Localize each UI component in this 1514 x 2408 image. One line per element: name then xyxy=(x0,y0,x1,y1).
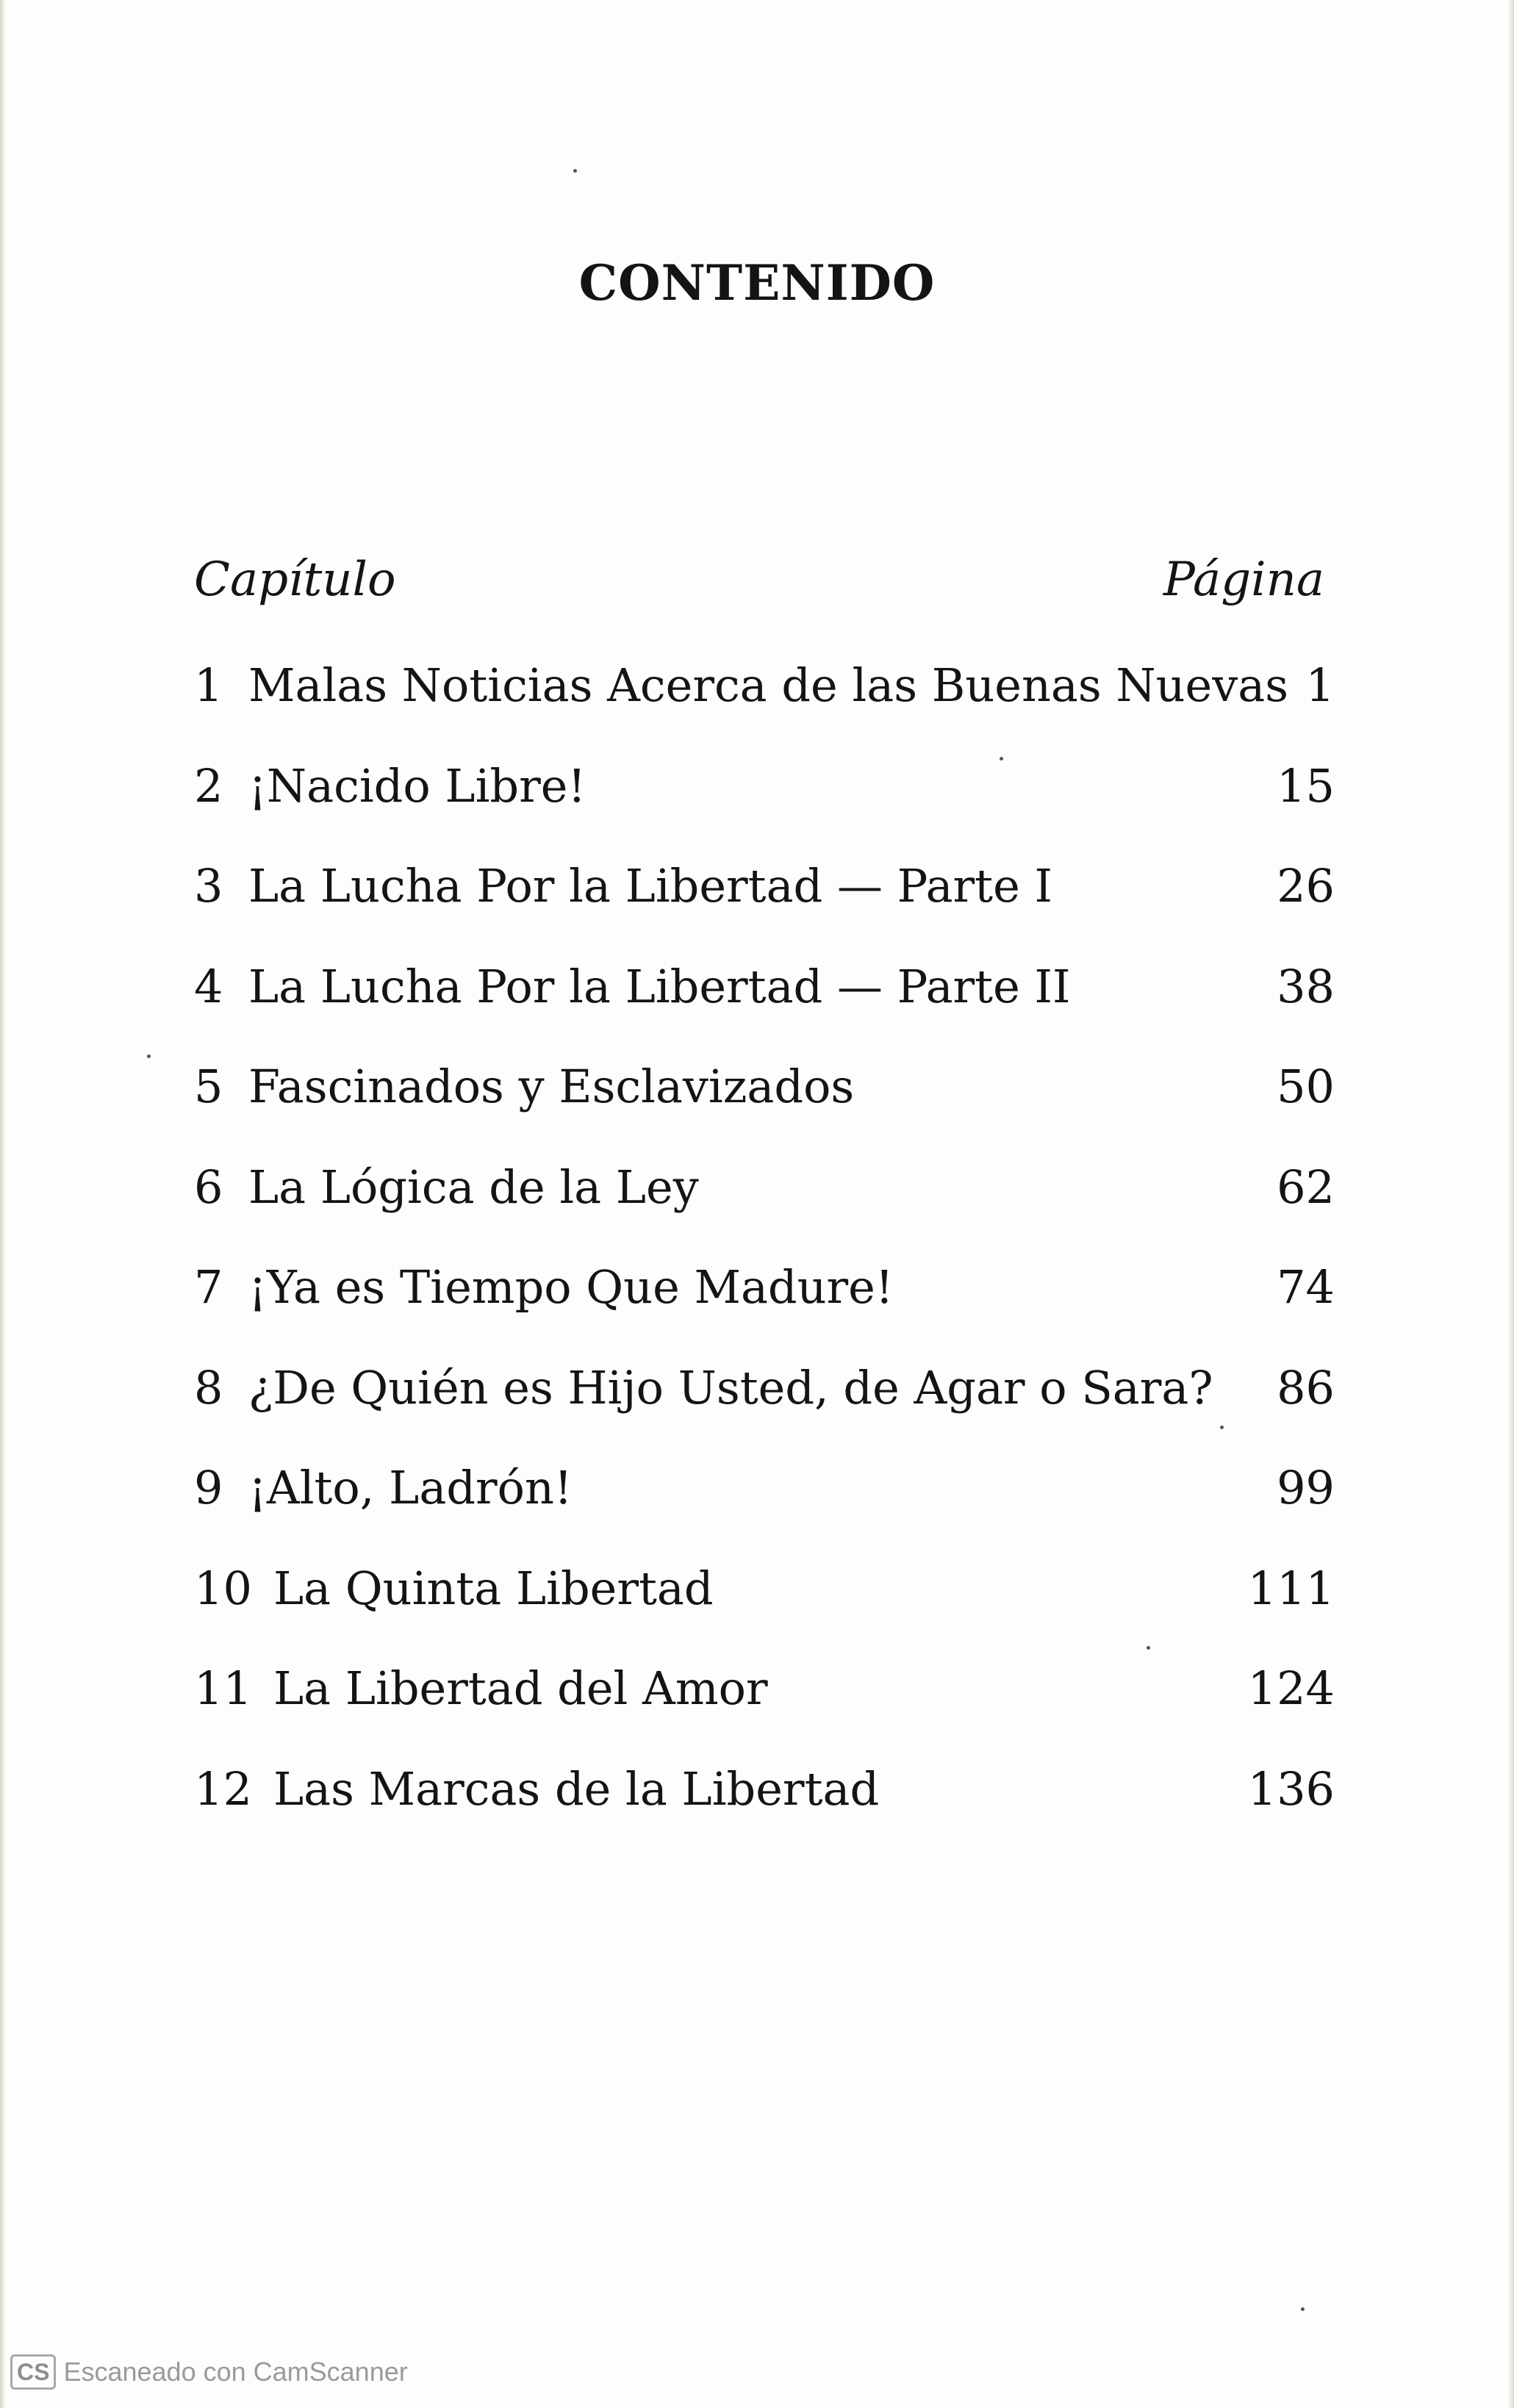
chapter-number: 11 xyxy=(194,1661,252,1715)
toc-entry-6 xyxy=(194,1160,1335,1261)
page-column-header: Página xyxy=(1163,553,1324,607)
chapter-page: 86 xyxy=(1277,1360,1335,1415)
chapter-page: 74 xyxy=(1277,1260,1335,1314)
chapter-title: ¿De Quién es Hijo Usted, de Agar o Sara? xyxy=(248,1360,1213,1415)
scanner-watermark xyxy=(10,2354,408,2390)
chapter-title: La Quinta Libertad xyxy=(273,1561,714,1615)
chapter-number: 7 xyxy=(194,1260,223,1314)
toc-entry-1 xyxy=(194,658,1335,759)
chapter-title: La Libertad del Amor xyxy=(273,1661,768,1715)
chapter-number: 10 xyxy=(194,1561,252,1615)
scan-speck xyxy=(1147,1646,1150,1650)
chapter-title: La Lógica de la Ley xyxy=(248,1160,699,1214)
page-title: CONTENIDO xyxy=(578,254,936,312)
chapter-page: 99 xyxy=(1277,1461,1335,1514)
scan-speck xyxy=(147,1054,151,1058)
chapter-page: 136 xyxy=(1247,1761,1335,1816)
chapter-page: 1 xyxy=(1305,658,1335,712)
watermark-text: Escaneado con CamScanner xyxy=(63,2357,408,2387)
chapter-title: Las Marcas de la Libertad xyxy=(273,1761,880,1816)
chapter-page: 124 xyxy=(1247,1661,1335,1715)
toc-entry-8 xyxy=(194,1361,1335,1462)
chapter-title: ¡Alto, Ladrón! xyxy=(248,1461,573,1514)
page-edge-left xyxy=(0,0,6,2408)
scan-speck xyxy=(1000,757,1003,761)
chapter-number: 2 xyxy=(194,758,223,813)
toc-entry-12 xyxy=(194,1762,1335,1863)
table-of-contents xyxy=(194,658,1335,1862)
chapter-number: 5 xyxy=(194,1060,223,1113)
scan-speck xyxy=(1220,1426,1224,1429)
chapter-number: 9 xyxy=(194,1461,223,1514)
camscanner-logo-icon: CS xyxy=(10,2354,56,2390)
chapter-title: ¡Ya es Tiempo Que Madure! xyxy=(248,1260,894,1314)
page-edge-right xyxy=(1508,0,1514,2408)
chapter-page: 111 xyxy=(1247,1561,1335,1615)
chapter-page: 62 xyxy=(1277,1160,1335,1214)
chapter-number: 12 xyxy=(194,1761,252,1816)
chapter-page: 38 xyxy=(1277,959,1335,1013)
scan-speck xyxy=(573,169,577,173)
chapter-number: 3 xyxy=(194,859,223,913)
chapter-number: 6 xyxy=(194,1160,223,1214)
chapter-page: 50 xyxy=(1277,1060,1335,1113)
toc-entry-9 xyxy=(194,1461,1335,1561)
chapter-title: ¡Nacido Libre! xyxy=(248,758,586,813)
chapter-page: 15 xyxy=(1277,758,1335,813)
chapter-title: Fascinados y Esclavizados xyxy=(248,1060,855,1113)
chapter-title: Malas Noticias Acerca de las Buenas Nuevas xyxy=(248,658,1289,712)
toc-entry-11 xyxy=(194,1661,1335,1762)
toc-entry-7 xyxy=(194,1260,1335,1361)
toc-entry-10 xyxy=(194,1561,1335,1662)
chapter-number: 4 xyxy=(194,959,223,1013)
toc-entry-3 xyxy=(194,859,1335,960)
toc-entry-5 xyxy=(194,1060,1335,1160)
chapter-number: 8 xyxy=(194,1360,223,1415)
chapter-page: 26 xyxy=(1277,859,1335,913)
toc-entry-4 xyxy=(194,960,1335,1060)
chapter-number: 1 xyxy=(194,658,223,712)
chapter-title: La Lucha Por la Libertad — Parte II xyxy=(248,959,1071,1013)
chapter-column-header: Capítulo xyxy=(194,553,396,607)
scan-speck xyxy=(1301,2307,1305,2311)
chapter-title: La Lucha Por la Libertad — Parte I xyxy=(248,859,1052,913)
toc-entry-2 xyxy=(194,759,1335,860)
